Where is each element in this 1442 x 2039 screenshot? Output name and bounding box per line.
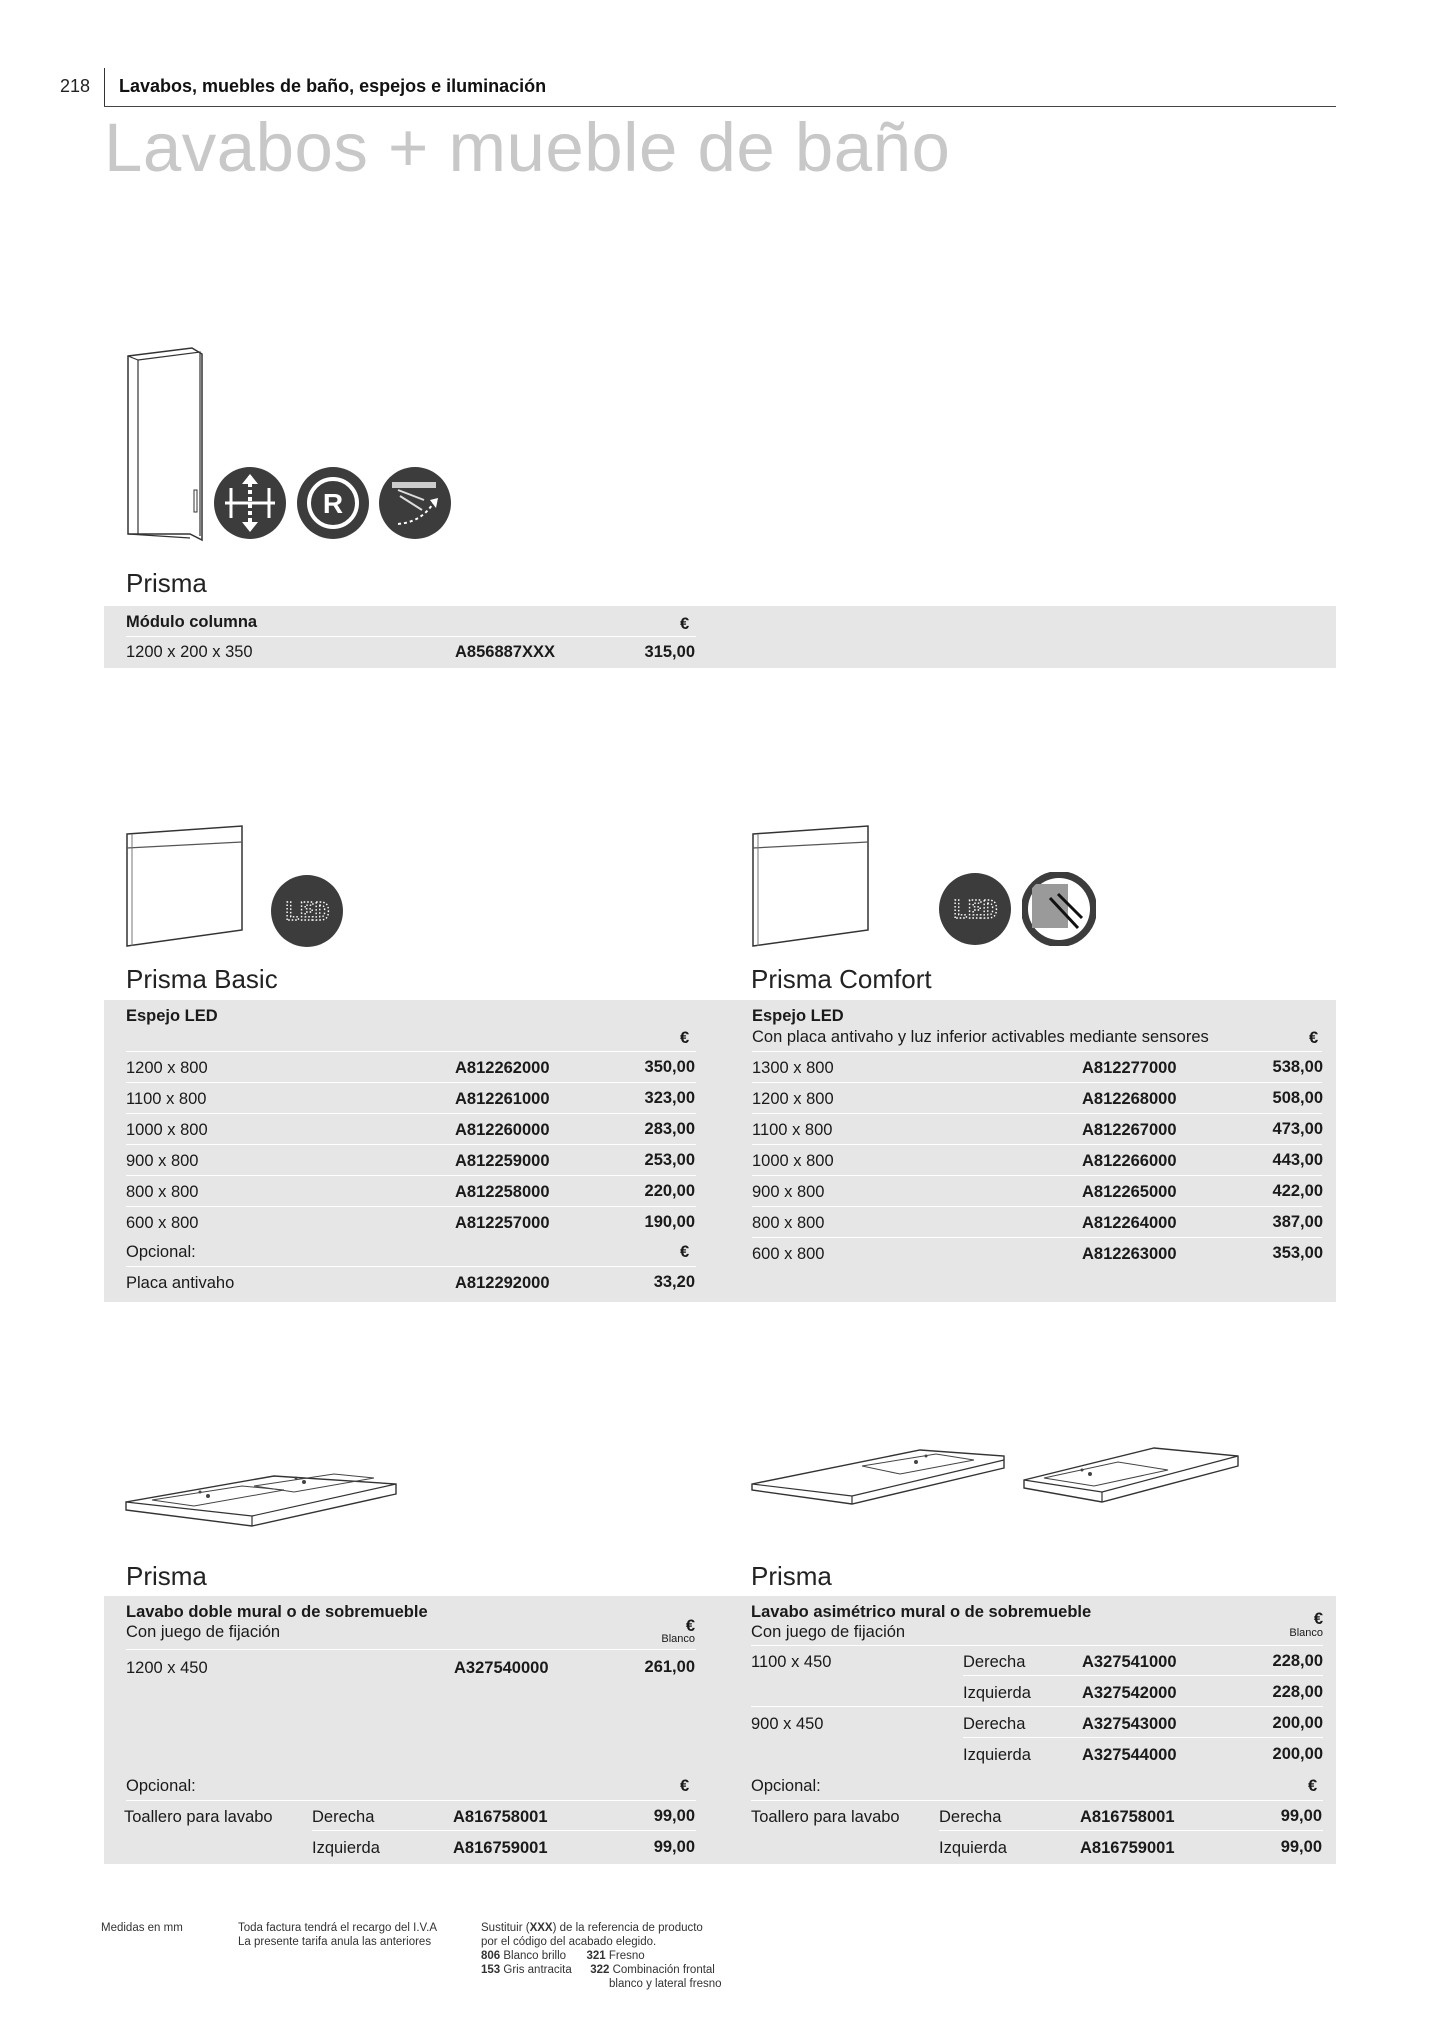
columna-price: 315,00: [644, 643, 695, 661]
doble-optional-item: Toallero para lavabo: [124, 1808, 273, 1826]
row-divider: [752, 1051, 1322, 1052]
comfort-row-dim: 600 x 800: [752, 1245, 825, 1263]
led-icon-label: LED: [284, 897, 330, 926]
asim-optional-item: Toallero para lavabo: [751, 1808, 900, 1826]
basic-row-dim: 1100 x 800: [126, 1090, 207, 1108]
row-divider: [126, 1266, 696, 1267]
row-divider: [126, 1800, 696, 1801]
price-panel-columna: [104, 606, 1336, 668]
asim-row-price: 200,00: [1272, 1714, 1323, 1732]
asim-row-dim: 900 x 450: [751, 1715, 824, 1733]
comfort-row-price: 473,00: [1272, 1120, 1323, 1138]
product-name-comfort: Prisma Comfort: [751, 964, 932, 994]
finish-label: Blanco: [1289, 1627, 1323, 1639]
asim-optional-code: A816758001: [1080, 1808, 1175, 1826]
asim-optional-side: Izquierda: [939, 1839, 1007, 1857]
comfort-row-code: A812263000: [1082, 1245, 1177, 1263]
row-divider: [963, 1737, 1323, 1738]
basic-row-dim: 600 x 800: [126, 1214, 199, 1232]
currency-symbol: €: [685, 1617, 695, 1635]
led-icon: [270, 874, 344, 948]
row-divider: [752, 1175, 1322, 1176]
basic-row-code: A812260000: [455, 1121, 550, 1139]
asymmetric-washbasin-right-image: [750, 1446, 1006, 1522]
comfort-row-price: 353,00: [1272, 1244, 1323, 1262]
footer-sub-line2: por el código del acabado elegido.: [481, 1936, 657, 1948]
comfort-row-code: A812267000: [1082, 1121, 1177, 1139]
basic-optional-price: 33,20: [653, 1273, 695, 1291]
basic-row-code: A812259000: [455, 1152, 550, 1170]
doble-code: A327540000: [454, 1659, 549, 1677]
comfort-row-code: A812265000: [1082, 1183, 1177, 1201]
row-divider: [126, 1113, 696, 1114]
row-divider: [126, 1051, 696, 1052]
comfort-row-dim: 800 x 800: [752, 1214, 825, 1232]
led-icon: [938, 872, 1012, 946]
row-divider: [126, 1649, 696, 1650]
product-name-columna: Prisma: [126, 568, 207, 598]
row-divider: [126, 1175, 696, 1176]
basic-title: Espejo LED: [126, 1007, 218, 1025]
asim-title: Lavabo asimétrico mural o de sobremueble: [751, 1603, 1092, 1621]
asim-row-side: Derecha: [963, 1653, 1026, 1671]
asim-optional-price: 99,00: [1280, 1807, 1322, 1825]
basic-row-code: A812257000: [455, 1214, 550, 1232]
product-name-asim: Prisma: [751, 1561, 832, 1591]
asim-row-code: A327541000: [1082, 1653, 1177, 1671]
footer-substitution: [481, 1921, 722, 1991]
asim-row-price: 228,00: [1272, 1652, 1323, 1670]
basic-row-price: 283,00: [644, 1120, 695, 1138]
asim-row-side: Izquierda: [963, 1746, 1031, 1764]
asim-row-dim: 1100 x 450: [751, 1653, 832, 1671]
basic-row-dim: 800 x 800: [126, 1183, 199, 1201]
doble-optional-side: Izquierda: [312, 1839, 380, 1857]
row-divider: [751, 1645, 1323, 1646]
doble-subtitle: Con juego de fijación: [126, 1623, 281, 1641]
asim-optional-price: 99,00: [1280, 1838, 1322, 1856]
header-divider: [104, 68, 105, 106]
comfort-row-price: 422,00: [1272, 1182, 1323, 1200]
currency-symbol: €: [1313, 1610, 1323, 1628]
footer-iva-line1: Toda factura tendrá el recargo del I.V.A: [238, 1922, 438, 1934]
footer-iva: [238, 1921, 437, 1949]
basic-row-code: A812262000: [455, 1059, 550, 1077]
currency-symbol: €: [1309, 1029, 1319, 1047]
basic-row-dim: 1200 x 800: [126, 1059, 208, 1077]
doble-optional-price: 99,00: [653, 1807, 695, 1825]
mirror-comfort-image: [750, 824, 872, 948]
row-divider: [126, 1082, 696, 1083]
doble-title: Lavabo doble mural o de sobremueble: [126, 1603, 428, 1621]
height-adjust-icon: [213, 466, 287, 540]
comfort-title: Espejo LED: [752, 1007, 844, 1025]
comfort-row-dim: 1000 x 800: [752, 1152, 834, 1170]
asim-row-side: Izquierda: [963, 1684, 1031, 1702]
doble-optional-code: A816759001: [453, 1839, 548, 1857]
row-divider: [126, 636, 696, 637]
asim-row-price: 200,00: [1272, 1745, 1323, 1763]
comfort-row-code: A812277000: [1082, 1059, 1177, 1077]
comfort-row-dim: 1100 x 800: [752, 1121, 833, 1139]
currency-symbol: €: [680, 1777, 690, 1795]
basic-row-dim: 1000 x 800: [126, 1121, 208, 1139]
page-title: Lavabos + mueble de baño: [104, 109, 951, 186]
columna-code: A856887XXX: [455, 643, 555, 661]
comfort-row-code: A812268000: [1082, 1090, 1177, 1108]
asim-subtitle: Con juego de fijación: [751, 1623, 906, 1641]
columna-dim: 1200 x 200 x 350: [126, 643, 253, 661]
basic-row-price: 190,00: [644, 1213, 695, 1231]
asim-row-code: A327543000: [1082, 1715, 1177, 1733]
doble-optional-label: Opcional:: [126, 1777, 196, 1795]
price-panel-mirrors: [104, 1000, 1336, 1302]
section-title: Lavabos, muebles de baño, espejos e iluminación: [119, 76, 547, 96]
price-panel-washbasins: [104, 1596, 1336, 1864]
comfort-row-dim: 900 x 800: [752, 1183, 825, 1201]
double-washbasin-image: [124, 1468, 398, 1540]
footer-finish-row1: 806 Blanco brillo 321 Fresno: [481, 1950, 645, 1962]
basic-row-price: 253,00: [644, 1151, 695, 1169]
row-divider: [751, 1800, 1323, 1801]
asim-row-code: A327542000: [1082, 1684, 1177, 1702]
comfort-row-price: 443,00: [1272, 1151, 1323, 1169]
comfort-row-price: 538,00: [1272, 1058, 1323, 1076]
footer-measures: Medidas en mm: [101, 1922, 183, 1934]
comfort-row-price: 508,00: [1272, 1089, 1323, 1107]
doble-dim: 1200 x 450: [126, 1659, 208, 1677]
comfort-row-price: 387,00: [1272, 1213, 1323, 1231]
row-divider: [752, 1082, 1322, 1083]
basic-optional-label: Opcional:: [126, 1243, 196, 1261]
row-divider: [752, 1237, 1322, 1238]
basic-optional-code: A812292000: [455, 1274, 550, 1292]
doble-optional-code: A816758001: [453, 1808, 548, 1826]
basic-row-code: A812258000: [455, 1183, 550, 1201]
product-name-basic: Prisma Basic: [126, 964, 278, 994]
comfort-subtitle: Con placa antivaho y luz inferior activables mediante sensores: [752, 1028, 1209, 1046]
basic-row-price: 220,00: [644, 1182, 695, 1200]
mirror-basic-image: [124, 824, 246, 948]
asim-row-code: A327544000: [1082, 1746, 1177, 1764]
comfort-row-dim: 1200 x 800: [752, 1090, 834, 1108]
svg-text:R: R: [322, 488, 344, 519]
comfort-row-dim: 1300 x 800: [752, 1059, 834, 1077]
basic-row-price: 323,00: [644, 1089, 695, 1107]
row-divider: [752, 1113, 1322, 1114]
currency-symbol: €: [680, 615, 690, 633]
column-cabinet-image: [124, 344, 208, 542]
soft-close-icon: [378, 466, 452, 540]
basic-row-dim: 900 x 800: [126, 1152, 199, 1170]
asim-row-price: 228,00: [1272, 1683, 1323, 1701]
row-divider: [752, 1206, 1322, 1207]
footer-iva-line2: La presente tarifa anula las anteriores: [238, 1936, 432, 1948]
sensor-icon: [1022, 872, 1096, 946]
footer-finish-322-line2: blanco y lateral fresno: [609, 1978, 722, 1990]
comfort-row-code: A812266000: [1082, 1152, 1177, 1170]
doble-price: 261,00: [644, 1658, 695, 1676]
asim-optional-side: Derecha: [939, 1808, 1002, 1826]
footer-sub-line1: Sustituir (XXX) de la referencia de producto: [481, 1922, 703, 1934]
comfort-row-code: A812264000: [1082, 1214, 1177, 1232]
row-divider: [312, 1830, 696, 1831]
product-name-doble: Prisma: [126, 1561, 207, 1591]
currency-symbol: €: [680, 1243, 690, 1261]
doble-optional-price: 99,00: [653, 1838, 695, 1856]
row-divider: [752, 1144, 1322, 1145]
page-number: 218: [60, 76, 91, 96]
reversible-icon: [296, 466, 370, 540]
row-divider: [939, 1830, 1323, 1831]
header-rule: [104, 106, 1336, 107]
asymmetric-washbasin-left-image: [1022, 1446, 1240, 1516]
basic-row-price: 350,00: [644, 1058, 695, 1076]
finish-label: Blanco: [661, 1633, 695, 1645]
asim-optional-code: A816759001: [1080, 1839, 1175, 1857]
led-icon-label: LED: [952, 895, 998, 924]
footer-finish-row2: 153 Gris antracita 322 Combinación frontal: [481, 1964, 715, 1976]
basic-optional-item: Placa antivaho: [126, 1274, 235, 1292]
row-divider: [126, 1144, 696, 1145]
currency-symbol: €: [1308, 1777, 1318, 1795]
row-divider: [751, 1706, 1323, 1707]
row-divider: [126, 1206, 696, 1207]
asim-optional-label: Opcional:: [751, 1777, 821, 1795]
currency-symbol: €: [680, 1029, 690, 1047]
doble-optional-side: Derecha: [312, 1808, 375, 1826]
basic-row-code: A812261000: [455, 1090, 550, 1108]
asim-row-side: Derecha: [963, 1715, 1026, 1733]
row-divider: [963, 1675, 1323, 1676]
columna-title: Módulo columna: [126, 613, 258, 631]
